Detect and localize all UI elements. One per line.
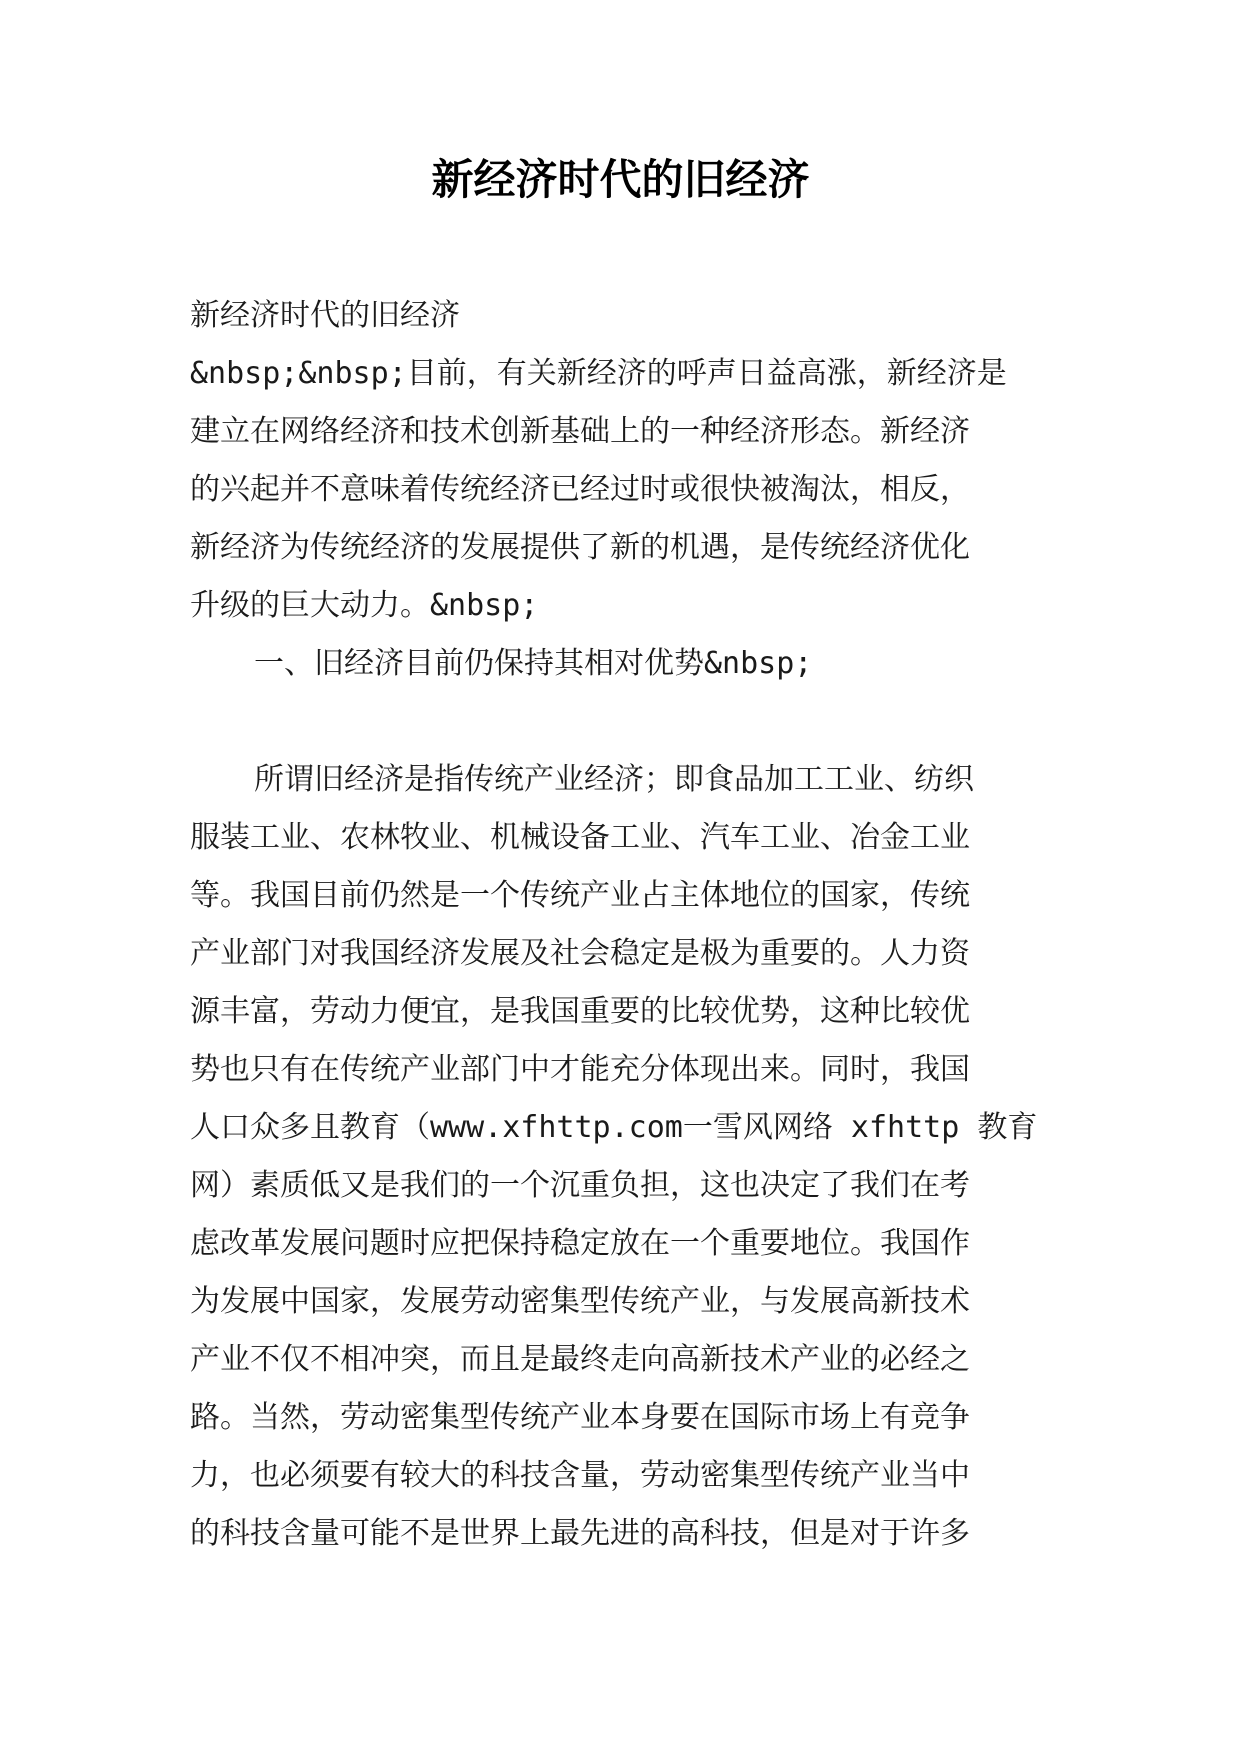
text-line: &nbsp;&nbsp;目前，有关新经济的呼声日益高涨，新经济是 xyxy=(190,356,1007,391)
document-title: 新经济时代的旧经济 xyxy=(431,155,810,204)
text-line: 新经济为传统经济的发展提供了新的机遇，是传统经济优化 xyxy=(190,530,970,565)
text-line: 为发展中国家，发展劳动密集型传统产业，与发展高新技术 xyxy=(190,1284,970,1319)
text-line: 服装工业、农林牧业、机械设备工业、汽车工业、冶金工业 xyxy=(190,820,970,855)
text-line: 建立在网络经济和技术创新基础上的一种经济形态。新经济 xyxy=(190,414,970,449)
text-line: 力，也必须要有较大的科技含量，劳动密集型传统产业当中 xyxy=(190,1458,970,1493)
intro-paragraph xyxy=(190,345,1070,635)
text-line: 产业部门对我国经济发展及社会稳定是极为重要的。人力资 xyxy=(190,936,970,971)
text-line: 虑改革发展问题时应把保持稳定放在一个重要地位。我国作 xyxy=(190,1226,970,1261)
text-line: 的科技含量可能不是世界上最先进的高科技，但是对于许多 xyxy=(190,1516,970,1551)
text-line: 源丰富，劳动力便宜，是我国重要的比较优势，这种比较优 xyxy=(190,994,970,1029)
text-line: 等。我国目前仍然是一个传统产业占主体地位的国家，传统 xyxy=(190,878,970,913)
text-line: 路。当然，劳动密集型传统产业本身要在国际市场上有竞争 xyxy=(190,1400,970,1435)
text-line: 一、旧经济目前仍保持其相对优势&nbsp; xyxy=(254,646,813,681)
text-line: 升级的巨大动力。&nbsp; xyxy=(190,588,539,623)
body-paragraph xyxy=(190,751,1070,1563)
subtitle-line xyxy=(190,287,1070,345)
paragraph-gap xyxy=(190,693,1070,751)
text-line: 所谓旧经济是指传统产业经济；即食品加工工业、纺织 xyxy=(254,762,974,797)
text-line: 势也只有在传统产业部门中才能充分体现出来。同时，我国 xyxy=(190,1052,970,1087)
section-heading xyxy=(190,635,1070,693)
text-line: 网）素质低又是我们的一个沉重负担，这也决定了我们在考 xyxy=(190,1168,970,1203)
document-body xyxy=(190,287,1070,1563)
text-line: 新经济时代的旧经济 xyxy=(190,298,460,333)
text-line: 的兴起并不意味着传统经济已经过时或很快被淘汰，相反， xyxy=(190,472,970,507)
text-line: 人口众多且教育（www.xfhttp.com一雪风网络 xfhttp 教育 xyxy=(190,1110,1038,1145)
text-line: 产业不仅不相冲突，而且是最终走向高新技术产业的必经之 xyxy=(190,1342,970,1377)
